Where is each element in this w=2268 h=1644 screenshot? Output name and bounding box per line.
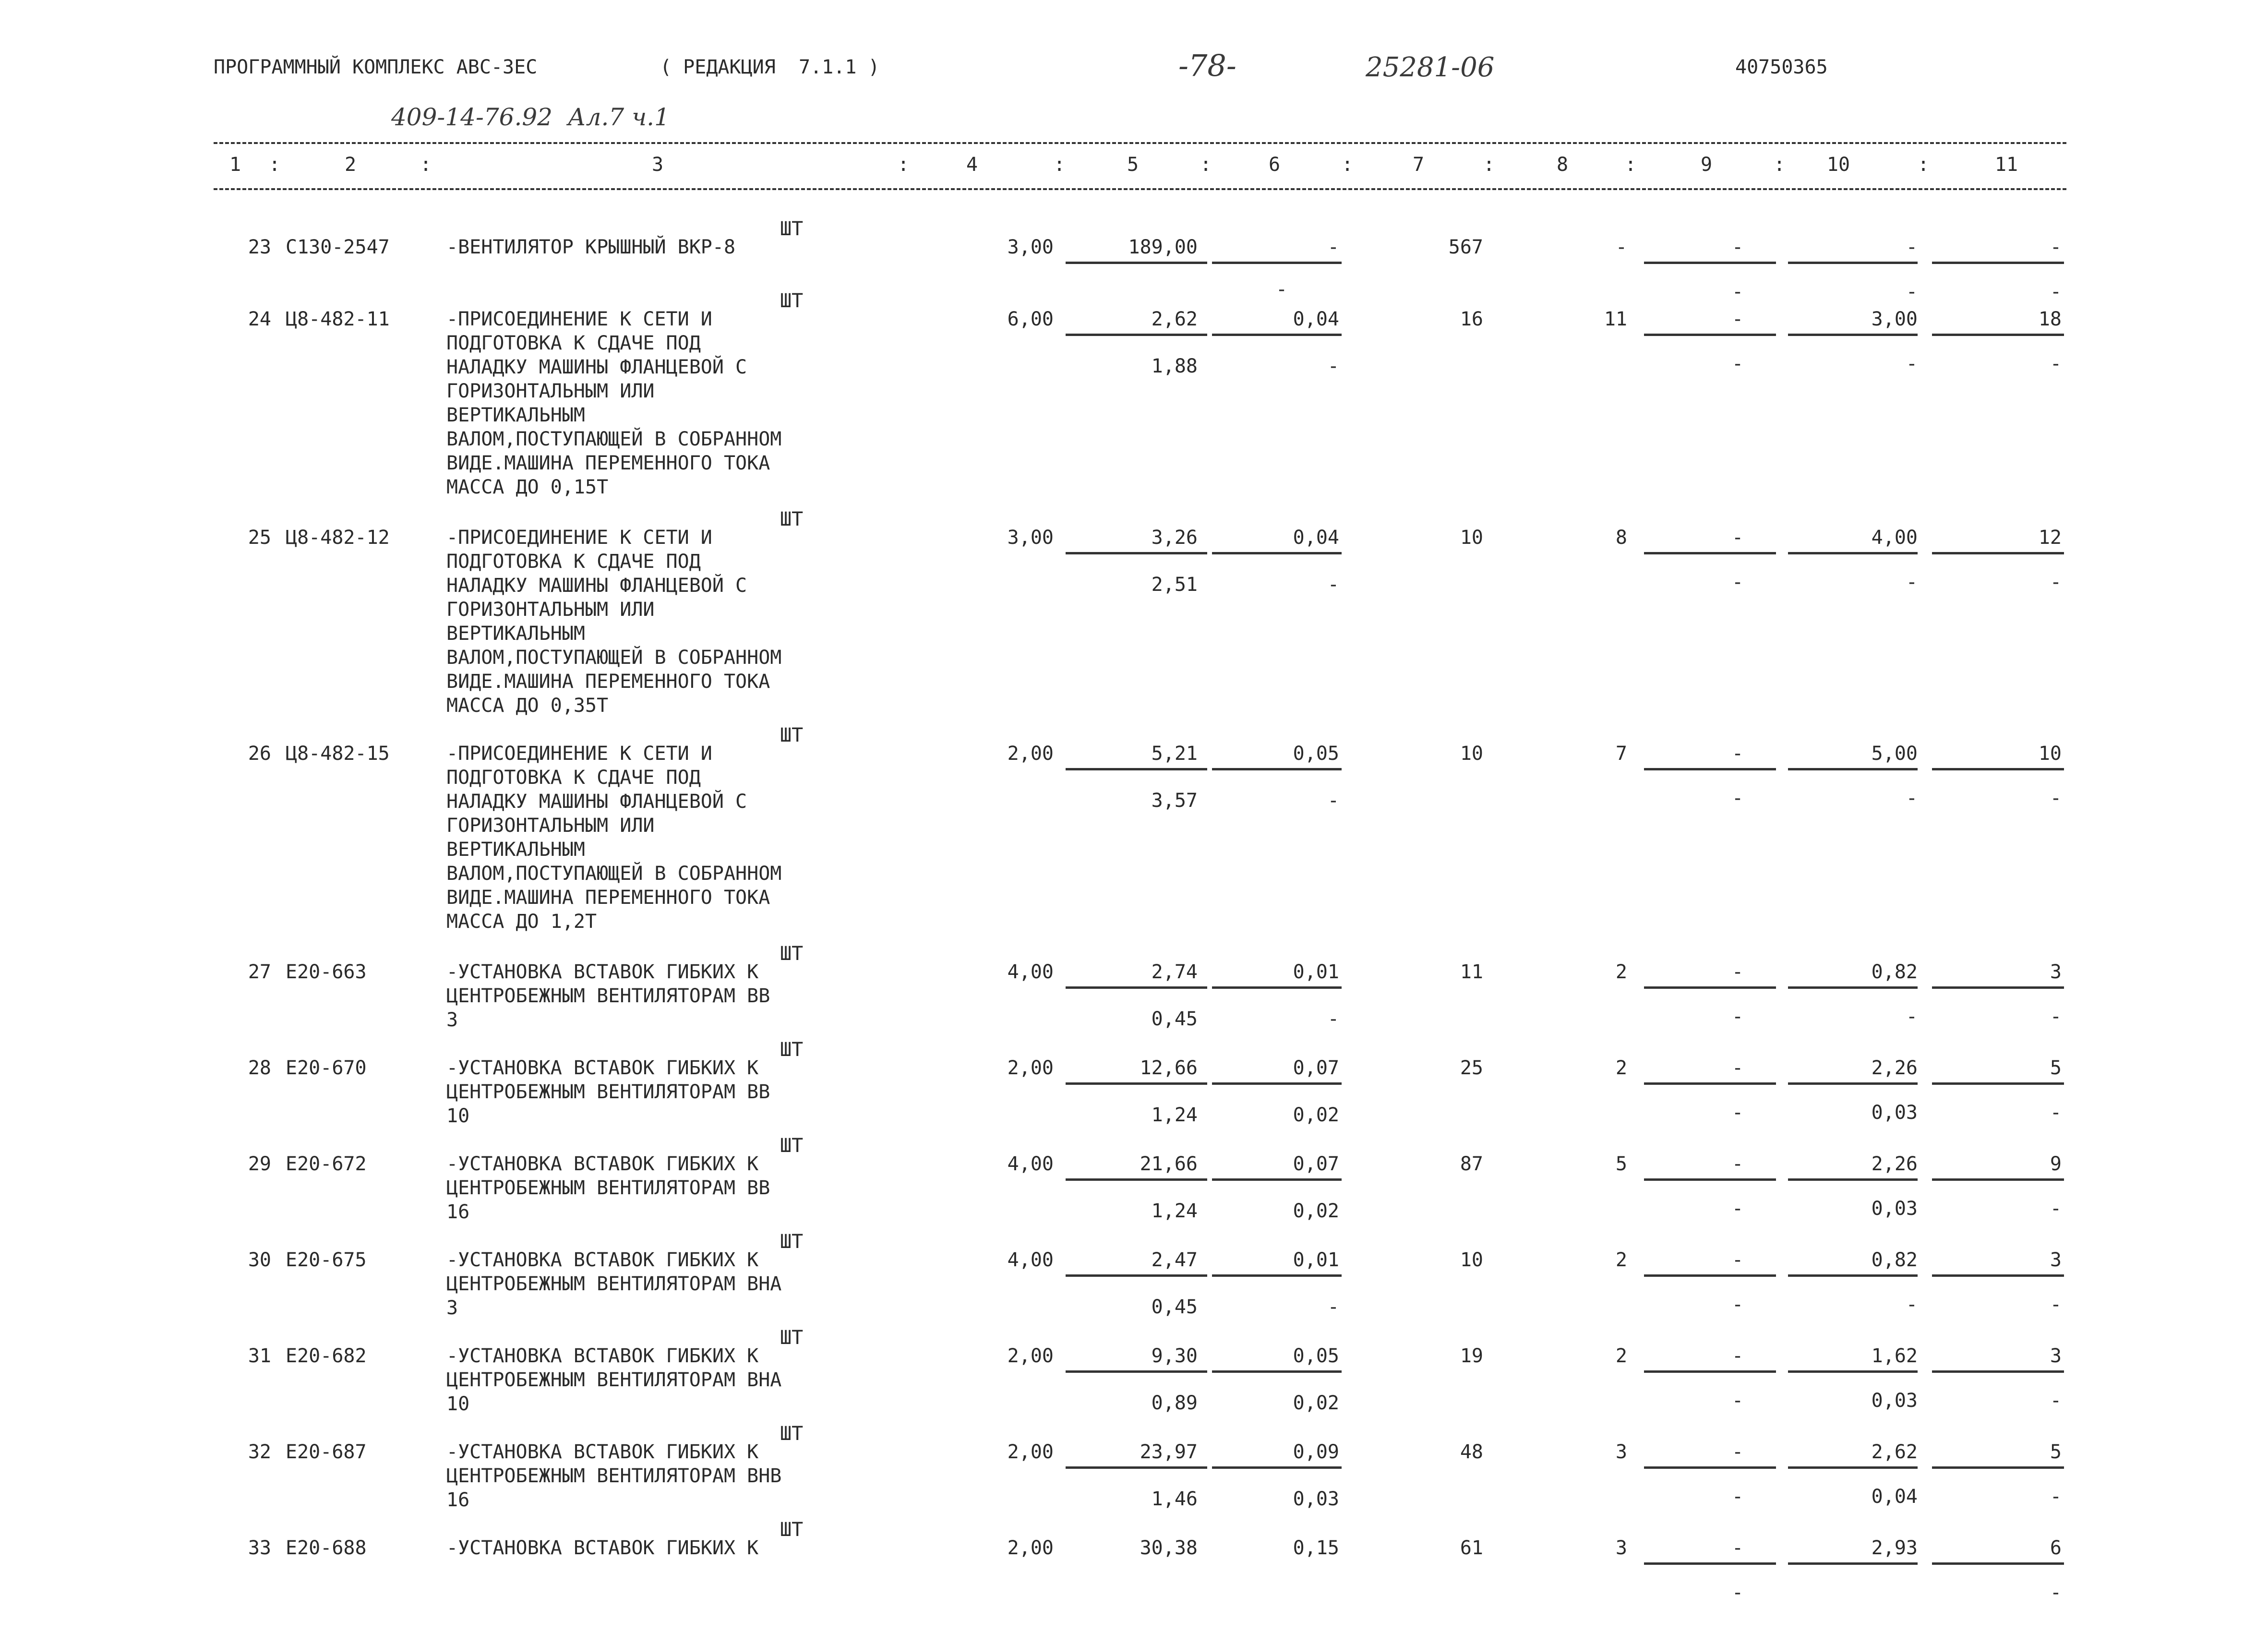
work-description: ВИДЕ.МАШИНА ПЕРЕМЕННОГО ТОКА [446,671,770,693]
column-9-value: - [1731,961,1744,983]
work-description: -ПРИСОЕДИНЕНИЕ К СЕТИ И [446,308,712,330]
labor-total-lower-value: - [2050,1006,2062,1028]
labor-total-value: 10 [2038,743,2062,765]
column-separator: : [1200,154,1212,176]
row-number: 32 [248,1441,271,1463]
work-description: МАССА ДО 1,2Т [446,911,597,933]
total-wages-value: 11 [1604,308,1627,330]
unit-cost-machines-wages-value: - [1327,1296,1339,1318]
fraction-line [1788,768,1918,770]
fraction-line [1066,768,1207,770]
row-number: 31 [248,1345,271,1367]
row-number: 24 [248,308,271,330]
unit-label: ШТ [780,1519,804,1541]
unit-cost-value: 2,74 [1151,961,1198,983]
labor-lower-value: - [1906,1294,1918,1316]
unit-cost-wages-value: 0,04 [1293,308,1339,330]
unit-cost-wages-value: 0,15 [1293,1537,1339,1559]
quantity-value: 3,00 [1007,236,1054,258]
fraction-line [1932,1370,2064,1373]
fraction-line [1644,1274,1776,1277]
program-title: ПРОГРАММНЫЙ КОМПЛЕКС АВС-3ЕС [214,56,538,78]
fraction-line [1644,1082,1776,1085]
total-cost-value: 61 [1460,1537,1483,1559]
work-description: -УСТАНОВКА ВСТАВОК ГИБКИХ К [446,1441,759,1463]
row-number: 29 [248,1153,271,1175]
column-number-9: 9 [1700,154,1713,176]
labor-lower-value: 0,03 [1871,1390,1918,1412]
unit-cost-machines-wages-value: - [1327,355,1339,377]
work-description: ЦЕНТРОБЕЖНЫМ ВЕНТИЛЯТОРАМ ВНВ [446,1465,782,1487]
total-cost-value: 567 [1448,236,1483,258]
labor-total-lower-value: - [2050,1102,2062,1124]
fraction-line [1212,1274,1342,1277]
total-wages-value: 2 [1615,1249,1627,1271]
work-description: 16 [446,1201,470,1223]
unit-cost-wages-value: 0,09 [1293,1441,1339,1463]
work-description: ГОРИЗОНТАЛЬНЫМ ИЛИ [446,380,655,402]
column-9-value-lower: - [1731,281,1744,303]
work-description: ПОДГОТОВКА К СДАЧЕ ПОД [446,551,701,573]
unit-cost-value: 12,66 [1140,1057,1198,1079]
labor-lower-value: 0,03 [1871,1198,1918,1220]
unit-cost-value: 189,00 [1128,236,1198,258]
column-9-value: - [1731,1249,1744,1271]
unit-label: ШТ [780,1135,804,1157]
labor-value: 5,00 [1871,743,1918,765]
labor-value: 1,62 [1871,1345,1918,1367]
fraction-line [1644,1178,1776,1181]
header-top-rule [214,142,2066,144]
fraction-line [1932,334,2064,336]
fraction-line [1212,1370,1342,1373]
unit-cost-machines-value: 1,46 [1151,1488,1198,1510]
labor-value: 0,82 [1871,961,1918,983]
resource-code: Ц8-482-12 [286,527,390,549]
column-separator: : [1918,154,1930,176]
resource-code: С130-2547 [286,236,390,258]
work-description: ЦЕНТРОБЕЖНЫМ ВЕНТИЛЯТОРАМ ВВ [446,985,770,1007]
fraction-line [1788,1082,1918,1085]
work-description: 10 [446,1393,470,1415]
row-number: 23 [248,236,271,258]
labor-total-value: 9 [2050,1153,2062,1175]
fraction-line [1212,262,1342,264]
work-description: -ПРИСОЕДИНЕНИЕ К СЕТИ И [446,743,712,765]
total-wages-value: 2 [1615,1345,1627,1367]
column-number-2: 2 [344,154,357,176]
total-wages-value: 3 [1615,1441,1627,1463]
column-number-1: 1 [229,154,241,176]
doc-number: 25281-06 [1366,52,1495,83]
work-description: НАЛАДКУ МАШИНЫ ФЛАНЦЕВОЙ С [446,791,747,813]
labor-value: - [1906,236,1918,258]
row-number: 27 [248,961,271,983]
column-number-6: 6 [1268,154,1281,176]
column-separator: : [1054,154,1066,176]
fraction-line [1644,1466,1776,1469]
fraction-line [1066,552,1207,554]
total-cost-value: 11 [1460,961,1483,983]
column-9-value: - [1731,527,1744,549]
unit-cost-wages-value: 0,01 [1293,961,1339,983]
labor-total-lower-value: - [2050,281,2062,303]
column-9-value: - [1731,1441,1744,1463]
fraction-line [1932,552,2064,554]
fraction-line [1212,1466,1342,1469]
unit-cost-machines-value: 0,89 [1151,1392,1198,1414]
column-number-10: 10 [1826,154,1850,176]
column-9-value: - [1731,1537,1744,1559]
unit-cost-value: 23,97 [1140,1441,1198,1463]
unit-cost-machines-value: 2,51 [1151,574,1198,596]
column-9-value-lower: - [1731,1582,1744,1604]
fraction-line [1788,262,1918,264]
row-number: 26 [248,743,271,765]
quantity-value: 3,00 [1007,527,1054,549]
unit-cost-wages-value: 0,07 [1293,1057,1339,1079]
total-wages-value: 7 [1615,743,1627,765]
unit-cost-value: 2,47 [1151,1249,1198,1271]
quantity-value: 4,00 [1007,961,1054,983]
fraction-line [1066,1178,1207,1181]
column-separator: : [1774,154,1786,176]
fraction-line [1212,334,1342,336]
fraction-line [1788,1370,1918,1373]
column-9-value: - [1731,743,1744,765]
unit-cost-value: 30,38 [1140,1537,1198,1559]
header-bottom-rule [214,188,2066,190]
labor-value: 2,26 [1871,1153,1918,1175]
quantity-value: 2,00 [1007,1441,1054,1463]
work-description: ВЕРТИКАЛЬНЫМ [446,404,585,426]
work-description: НАЛАДКУ МАШИНЫ ФЛАНЦЕВОЙ С [446,356,747,378]
quantity-value: 6,00 [1007,308,1054,330]
fraction-line [1644,334,1776,336]
fraction-line [1644,552,1776,554]
work-description: ГОРИЗОНТАЛЬНЫМ ИЛИ [446,815,655,837]
column-separator: : [1625,154,1637,176]
work-description: ПОДГОТОВКА К СДАЧЕ ПОД [446,767,701,789]
unit-cost-wages-value: 0,05 [1293,1345,1339,1367]
labor-total-lower-value: - [2050,1390,2062,1412]
unit-cost-wages-value: 0,01 [1293,1249,1339,1271]
column-9-value: - [1731,1153,1744,1175]
column-separator: : [898,154,910,176]
unit-cost-machines-value: 1,88 [1151,355,1198,377]
work-description: ВИДЕ.МАШИНА ПЕРЕМЕННОГО ТОКА [446,452,770,474]
resource-code: Е20-675 [286,1249,367,1271]
labor-total-lower-value: - [2050,353,2062,375]
labor-total-lower-value: - [2050,1486,2062,1508]
work-description: ГОРИЗОНТАЛЬНЫМ ИЛИ [446,599,655,621]
labor-total-lower-value: - [2050,1198,2062,1220]
unit-cost-machines-wages-value: - [1327,574,1339,596]
unit-cost-value: 3,26 [1151,527,1198,549]
work-description: МАССА ДО 0,35Т [446,695,609,717]
labor-total-value: 5 [2050,1057,2062,1079]
column-9-value-lower: - [1731,1198,1744,1220]
quantity-value: 4,00 [1007,1153,1054,1175]
labor-total-value: - [2050,236,2062,258]
resource-code: Ц8-482-15 [286,743,390,765]
unit-label: ШТ [780,508,804,530]
unit-cost-machines-wages-value: 0,02 [1293,1104,1339,1126]
column-9-value-lower: - [1731,1390,1744,1412]
total-cost-value: 10 [1460,1249,1483,1271]
column-number-8: 8 [1556,154,1569,176]
fraction-line [1066,334,1207,336]
labor-total-value: 3 [2050,961,2062,983]
labor-total-value: 12 [2038,527,2062,549]
work-description: НАЛАДКУ МАШИНЫ ФЛАНЦЕВОЙ С [446,575,747,597]
total-wages-value: 5 [1615,1153,1627,1175]
labor-lower-value: - [1906,571,1918,593]
total-wages-value: 8 [1615,527,1627,549]
total-wages-value: 2 [1615,1057,1627,1079]
fraction-line [1788,1466,1918,1469]
labor-total-lower-value: - [2050,1582,2062,1604]
work-description: ПОДГОТОВКА К СДАЧЕ ПОД [446,332,701,354]
edition-label: ( РЕДАКЦИЯ 7.1.1 ) [660,56,880,78]
fraction-line [1932,1466,2064,1469]
work-description: ЦЕНТРОБЕЖНЫМ ВЕНТИЛЯТОРАМ ВНА [446,1369,782,1391]
fraction-line [1932,1274,2064,1277]
fraction-line [1212,986,1342,989]
fraction-line [1788,552,1918,554]
column-separator: : [1483,154,1495,176]
column-number-3: 3 [651,154,664,176]
total-cost-value: 10 [1460,743,1483,765]
unit-cost-wages-value: 0,07 [1293,1153,1339,1175]
work-description: ВАЛОМ,ПОСТУПАЮЩЕЙ В СОБРАННОМ [446,647,782,669]
work-description: 3 [446,1009,458,1031]
work-description: -ПРИСОЕДИНЕНИЕ К СЕТИ И [446,527,712,549]
fraction-line [1066,1082,1207,1085]
fraction-line [1932,986,2064,989]
labor-total-lower-value: - [2050,1294,2062,1316]
fraction-line [1788,1274,1918,1277]
labor-total-lower-value: - [2050,571,2062,593]
unit-cost-machines-wages-value: - [1327,790,1339,812]
resource-code: Е20-663 [286,961,367,983]
column-9-value: - [1731,236,1744,258]
fraction-line [1212,1178,1342,1181]
resource-code: Е20-682 [286,1345,367,1367]
labor-lower-value: - [1906,787,1918,809]
unit-cost-value: 2,62 [1151,308,1198,330]
column-9-value-lower: - [1731,1006,1744,1028]
labor-total-value: 3 [2050,1345,2062,1367]
unit-cost-machines-value: 1,24 [1151,1200,1198,1222]
unit-cost-machines-value: 1,24 [1151,1104,1198,1126]
labor-lower-value: - [1906,281,1918,303]
unit-cost-value: 21,66 [1140,1153,1198,1175]
column-number-5: 5 [1127,154,1139,176]
fraction-line [1066,1466,1207,1469]
fraction-line [1932,1562,2064,1565]
work-description: -УСТАНОВКА ВСТАВОК ГИБКИХ К [446,1345,759,1367]
labor-total-value: 5 [2050,1441,2062,1463]
fraction-line [1932,1178,2064,1181]
fraction-line [1644,768,1776,770]
quantity-value: 2,00 [1007,1345,1054,1367]
column-separator: : [1342,154,1354,176]
column-9-value: - [1731,1057,1744,1079]
unit-cost-value: 9,30 [1151,1345,1198,1367]
work-description: ВЕРТИКАЛЬНЫМ [446,839,585,861]
column-number-7: 7 [1412,154,1425,176]
total-cost-value: 25 [1460,1057,1483,1079]
labor-lower-value: 0,04 [1871,1486,1918,1508]
resource-code: Е20-687 [286,1441,367,1463]
unit-cost-machines-value: 0,45 [1151,1296,1198,1318]
total-wages-value: - [1615,236,1627,258]
quantity-value: 2,00 [1007,743,1054,765]
fraction-line [1644,262,1776,264]
unit-cost-wages-value: - [1327,236,1339,258]
resource-code: Е20-672 [286,1153,367,1175]
total-cost-value: 19 [1460,1345,1483,1367]
unit-label: ШТ [780,1423,804,1445]
work-description: ЦЕНТРОБЕЖНЫМ ВЕНТИЛЯТОРАМ ВВ [446,1081,770,1103]
work-description: -УСТАНОВКА ВСТАВОК ГИБКИХ К [446,961,759,983]
unit-label: ШТ [780,218,804,240]
work-description: ЦЕНТРОБЕЖНЫМ ВЕНТИЛЯТОРАМ ВВ [446,1177,770,1199]
unit-cost-machines-wages-value: 0,03 [1293,1488,1339,1510]
column-9-value-lower: - [1731,1486,1744,1508]
work-description: ВЕРТИКАЛЬНЫМ [446,623,585,645]
fraction-line [1788,334,1918,336]
labor-total-value: 18 [2038,308,2062,330]
column-separator: : [420,154,432,176]
work-description: ЦЕНТРОБЕЖНЫМ ВЕНТИЛЯТОРАМ ВНА [446,1273,782,1295]
column-9-value-lower: - [1731,353,1744,375]
fraction-line [1212,552,1342,554]
unit-label: ШТ [780,724,804,746]
column-number-11: 11 [1994,154,2018,176]
labor-value: 2,26 [1871,1057,1918,1079]
work-description: 3 [446,1297,458,1319]
unit-cost-value: 5,21 [1151,743,1198,765]
column-9-value-lower: - [1731,1102,1744,1124]
labor-value: 3,00 [1871,308,1918,330]
quantity-value: 4,00 [1007,1249,1054,1271]
resource-code: Е20-688 [286,1537,367,1559]
labor-lower-value: - [1906,353,1918,375]
work-description: -УСТАНОВКА ВСТАВОК ГИБКИХ К [446,1057,759,1079]
fraction-line [1066,262,1207,264]
column-separator: : [269,154,281,176]
fraction-line [1932,1082,2064,1085]
fraction-line [1788,1562,1918,1565]
fraction-line [1066,1274,1207,1277]
column-9-value: - [1731,1345,1744,1367]
total-wages-value: 2 [1615,961,1627,983]
unit-cost-wages-value: 0,05 [1293,743,1339,765]
labor-value: 2,62 [1871,1441,1918,1463]
labor-total-value: 6 [2050,1537,2062,1559]
fraction-line [1788,986,1918,989]
total-cost-value: 48 [1460,1441,1483,1463]
project-reference: 409-14-76.92 Ал.7 ч.1 [391,103,670,131]
unit-cost-machines-wages-value: 0,02 [1293,1200,1339,1222]
row-number: 28 [248,1057,271,1079]
fraction-line [1644,1370,1776,1373]
unit-label: ШТ [780,1039,804,1061]
fraction-line [1932,768,2064,770]
unit-label: ШТ [780,1327,804,1349]
quantity-value: 2,00 [1007,1057,1054,1079]
column-number-4: 4 [966,154,978,176]
work-description: МАССА ДО 0,15Т [446,476,609,498]
fraction-line [1788,1178,1918,1181]
work-description: -УСТАНОВКА ВСТАВОК ГИБКИХ К [446,1249,759,1271]
total-cost-value: 87 [1460,1153,1483,1175]
page-number: -78- [1178,48,1236,83]
fraction-line [1932,262,2064,264]
unit-cost-machines-wages-value: 0,02 [1293,1392,1339,1414]
work-description: 16 [446,1489,470,1511]
work-description: ВАЛОМ,ПОСТУПАЮЩЕЙ В СОБРАННОМ [446,863,782,885]
work-description: -УСТАНОВКА ВСТАВОК ГИБКИХ К [446,1153,759,1175]
labor-value: 0,82 [1871,1249,1918,1271]
work-description: -ВЕНТИЛЯТОР КРЫШНЫЙ ВКР-8 [446,236,736,258]
fraction-line [1212,768,1342,770]
unit-label: ШТ [780,1231,804,1253]
fraction-line [1644,1562,1776,1565]
unit-cost-machines-value: 3,57 [1151,790,1198,812]
unit-label: ШТ [780,290,804,312]
resource-code: Е20-670 [286,1057,367,1079]
total-cost-value: 10 [1460,527,1483,549]
labor-total-value: 3 [2050,1249,2062,1271]
column-9-value: - [1731,308,1744,330]
column-6-dash: - [1275,278,1288,300]
work-description: ВИДЕ.МАШИНА ПЕРЕМЕННОГО ТОКА [446,887,770,909]
labor-value: 2,93 [1871,1537,1918,1559]
unit-cost-machines-wages-value: - [1327,1008,1339,1030]
total-cost-value: 16 [1460,308,1483,330]
labor-value: 4,00 [1871,527,1918,549]
unit-label: ШТ [780,943,804,965]
row-number: 30 [248,1249,271,1271]
row-number: 33 [248,1537,271,1559]
total-wages-value: 3 [1615,1537,1627,1559]
row-number: 25 [248,527,271,549]
column-9-value-lower: - [1731,1294,1744,1316]
unit-cost-machines-value: 0,45 [1151,1008,1198,1030]
fraction-line [1066,1370,1207,1373]
resource-code: Ц8-482-11 [286,308,390,330]
fraction-line [1644,986,1776,989]
quantity-value: 2,00 [1007,1537,1054,1559]
labor-total-lower-value: - [2050,787,2062,809]
unit-cost-wages-value: 0,04 [1293,527,1339,549]
column-9-value-lower: - [1731,571,1744,593]
fraction-line [1066,986,1207,989]
document-code: 40750365 [1735,56,1828,78]
column-9-value-lower: - [1731,787,1744,809]
work-description: 10 [446,1105,470,1127]
fraction-line [1212,1082,1342,1085]
work-description: ВАЛОМ,ПОСТУПАЮЩЕЙ В СОБРАННОМ [446,428,782,450]
labor-lower-value: 0,03 [1871,1102,1918,1124]
work-description: -УСТАНОВКА ВСТАВОК ГИБКИХ К [446,1537,759,1559]
labor-lower-value: - [1906,1006,1918,1028]
